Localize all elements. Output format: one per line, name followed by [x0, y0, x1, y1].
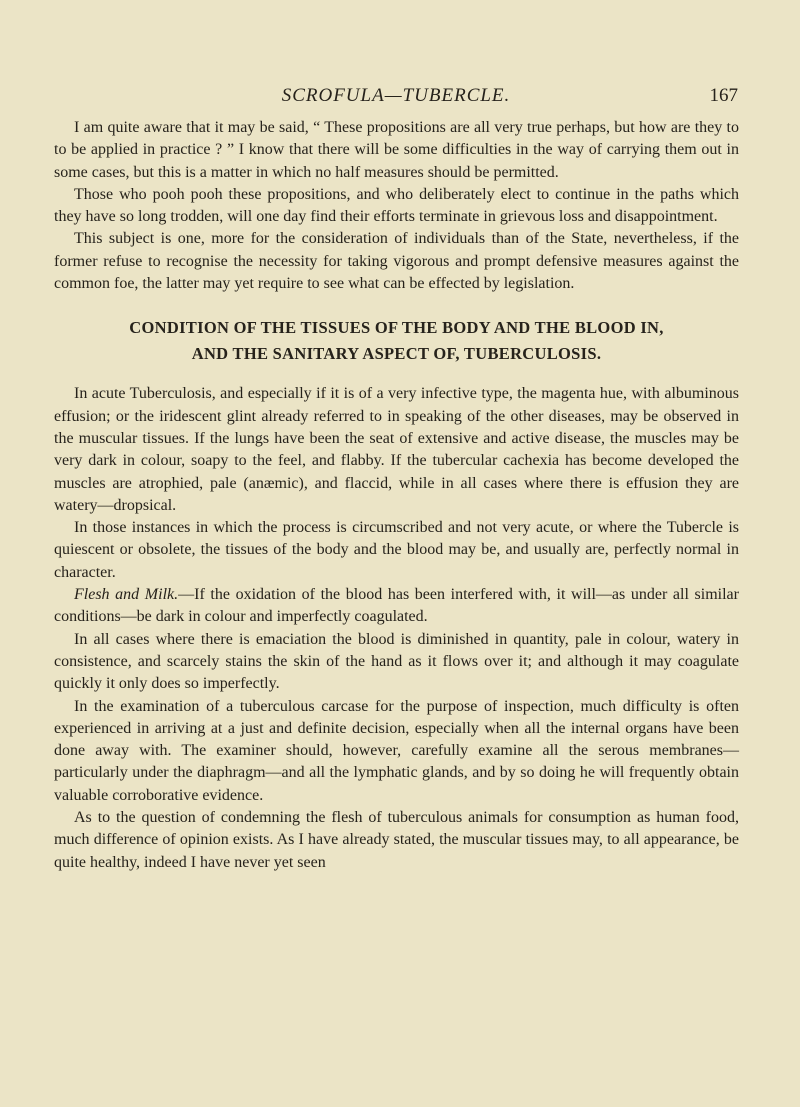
- paragraph-body: —If the oxidation of the blood has been interfered with, it will—as under all similar conditions—be dark in colour and imperfectly coagulated.: [54, 586, 739, 626]
- paragraph: I am quite aware that it may be said, “ These propositions are all very true perhaps, but how are they to to be applied in practice ? ” I know that there will be some difficulties in the way of carrying them out in some cases, but this is a matter in which no half measures should be permitted.: [54, 119, 739, 181]
- paragraph-lead-italic: Flesh and Milk.: [74, 586, 179, 604]
- paragraph: In all cases where there is emaciation the blood is diminished in quantity, pale in colour, watery in consistence, and scarcely stains the skin of the hand as it flows over it; and although it may coagulate quickly it only does so imperfectly.: [54, 630, 739, 693]
- page-number: 167: [709, 85, 738, 106]
- body-text: [54, 117, 739, 874]
- running-title: SCROFULA—TUBERCLE.: [281, 85, 511, 106]
- paragraph-flesh-and-milk: [54, 584, 739, 629]
- paragraph: As to the question of condemning the flesh of tuberculous animals for consumption as human food, much difference of opinion exists. As I have already stated, the muscular tissues may, to all appearance, be quite healthy, indeed I have never yet seen: [54, 809, 739, 871]
- paragraph: In the examination of a tuberculous carcase for the purpose of inspection, much difficulty is often experienced in arriving at a just and definite decision, especially when all the internal organs have been done away with. The examiner should, however, carefully examine all the serous membranes—particularly under the diaphragm—and all the lymphatic glands, and by so doing he will frequently obtain valuable corroborative evidence.: [54, 697, 739, 804]
- paragraph: In acute Tuberculosis, and especially if it is of a very infective type, the magenta hue, with albuminous effusion; or the iridescent glint already referred to in speaking of the other diseases, may be observed in the muscular tissues. If the lungs have been the seat of extensive and active disease, the muscles may be very dark in colour, soapy to the feel, and flabby. If the tubercular cachexia has become developed the muscles are atrophied, pale (anæmic), and flaccid, while in all cases where there is effusion they are watery—dropsical.: [54, 385, 739, 514]
- paragraph: Those who pooh pooh these propositions, and who deliberately elect to continue in the paths which they have so long trodden, will one day find their efforts terminate in grievous loss and disappointment.: [54, 185, 739, 226]
- paragraph: This subject is one, more for the consideration of individuals than of the State, nevertheless, if the former refuse to recognise the necessity for taking vigorous and prompt defensive measures against the common foe, the latter may yet require to see what can be effected by legislation.: [54, 230, 739, 293]
- section-heading-line-1: CONDITION OF THE TISSUES OF THE BODY AND THE BLOOD IN,: [129, 318, 664, 338]
- running-head: [54, 85, 738, 115]
- section-heading: [54, 315, 739, 367]
- paragraph: In those instances in which the process is circumscribed and not very acute, or where the Tubercle is quiescent or obsolete, the tissues of the body and the blood may be, and usually are, perfectly normal in character.: [54, 519, 739, 581]
- section-heading-line-2: AND THE SANITARY ASPECT OF, TUBERCULOSIS.: [191, 344, 602, 364]
